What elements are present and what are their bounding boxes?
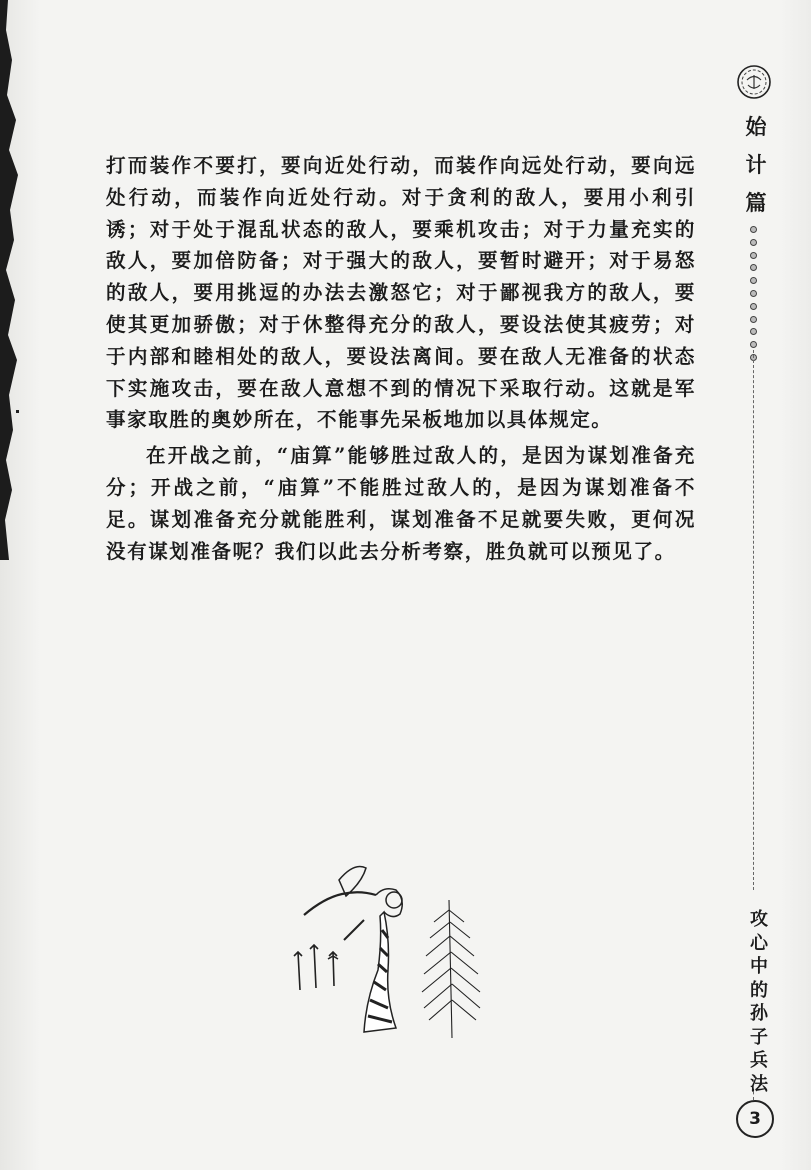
torn-binding-edge xyxy=(0,0,22,560)
series-char: 子 xyxy=(750,1026,768,1048)
dancer-with-plants-illustration xyxy=(284,860,494,1040)
series-char: 心 xyxy=(750,932,768,954)
page-number: 3 xyxy=(736,1100,774,1138)
chapter-char: 计 xyxy=(745,152,767,177)
paragraph-2: 在开战之前，“庙算”能够胜过敌人的，是因为谋划准备充分；开战之前，“庙算”不能胜过敌人的，是因为谋划准备不足。谋划准备充分就能胜利，谋划准备不足就要失败，更何况没有谋划准备呢？我们以此去分析考察，胜负就可以预见了。 xyxy=(106,444,696,563)
series-char: 兵 xyxy=(750,1050,768,1071)
series-char: 孙 xyxy=(750,1003,768,1024)
series-title-vertical xyxy=(744,908,774,1096)
body-text xyxy=(106,150,696,567)
chapter-char: 始 xyxy=(745,114,767,139)
series-char: 中 xyxy=(750,956,768,977)
side-divider-line-bottom xyxy=(753,1080,754,1100)
series-char: 的 xyxy=(750,979,768,1001)
chapter-char: 篇 xyxy=(745,190,767,215)
decorative-dots xyxy=(749,226,759,367)
paragraph-1: 打而装作不要打，要向近处行动，而装作向远处行动，要向远处行动，而装作向近处行动。对于贪利的敌人，要用小利引诱；对于处于混乱状态的敌人，要乘机攻击；对于力量充实的敌人，要加倍防备；对于强大的敌人，要暂时避开；对于易怒的敌人，要用挑逗的办法去激怒它；对于鄙视我方的敌人，要使其更加骄傲；对于休整得充分的敌人，要设法使其疲劳；对于内部和睦相处的敌人，要设法离间。要在敌人无准备的状态下实施攻击，要在敌人意想不到的情况下采取行动。这就是军事家取胜的奥妙所在，不能事先呆板地加以具体规定。 xyxy=(106,154,696,432)
seal-logo-icon xyxy=(736,64,772,100)
series-char: 法 xyxy=(750,1073,768,1095)
side-divider-line xyxy=(753,350,754,890)
series-char: 攻 xyxy=(750,909,768,930)
chapter-title-vertical xyxy=(742,108,770,222)
